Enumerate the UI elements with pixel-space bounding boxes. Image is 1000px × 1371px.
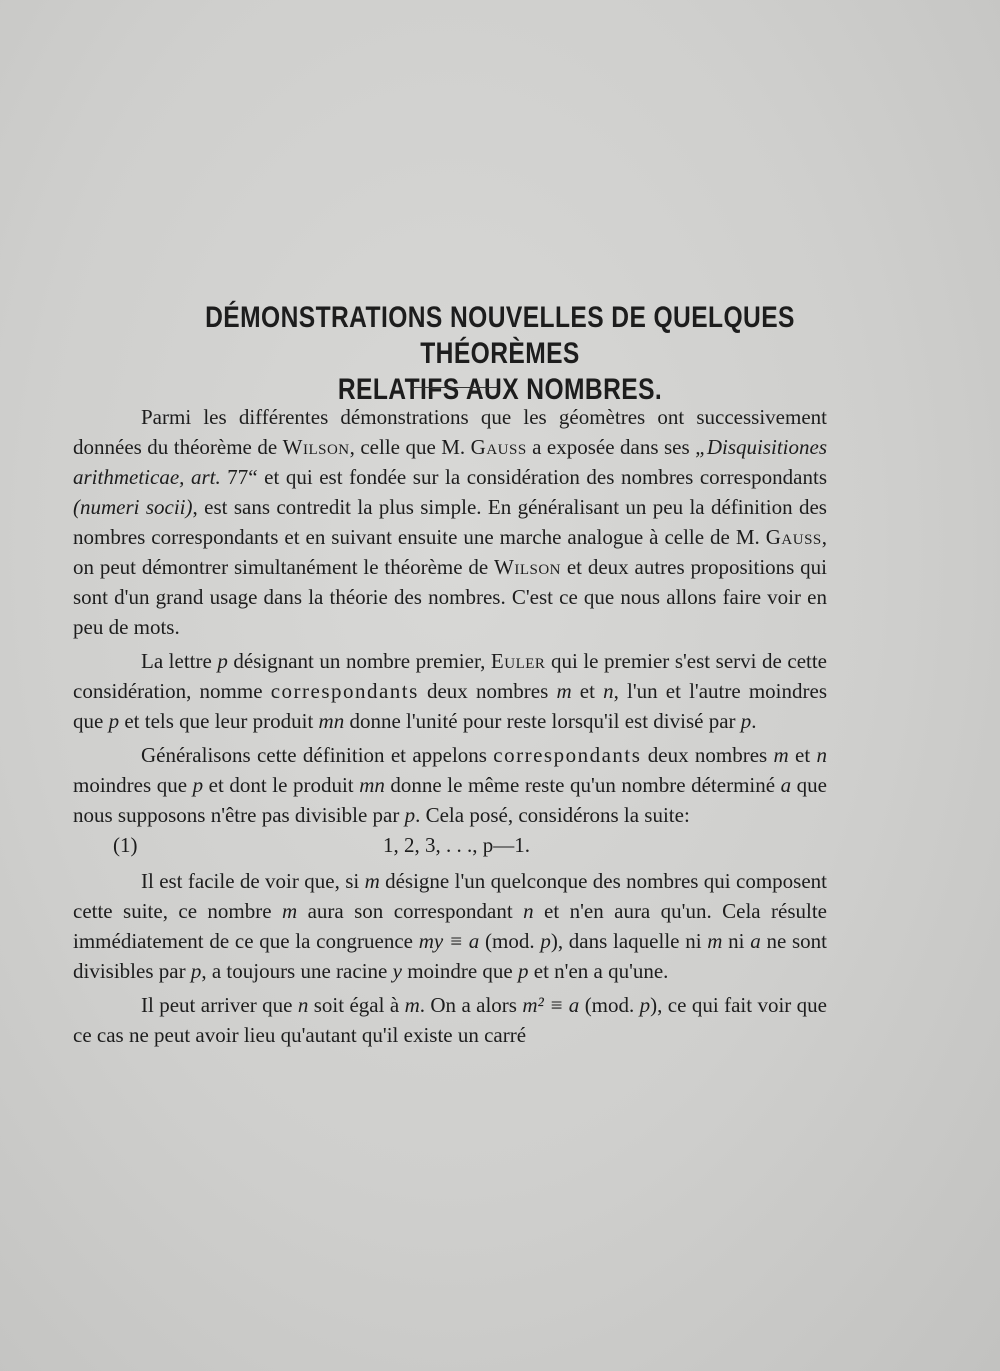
paragraph-4: Il est facile de voir que, si m désigne l'un quelconque des nombres qui composent cette suite, ce nombre m aura son correspondant n et n'en aura qu'un. Cela résulte immédiatement de ce que la congruence my ≡ a (mod. p), dans laquelle ni m ni a ne sont divisibles par p, a toujours une racine y moindre que p et n'en a qu'une. <box>73 869 827 983</box>
name-euler: Euler <box>490 649 546 673</box>
title-divider <box>412 387 498 388</box>
congruence-2: m² ≡ a <box>522 993 580 1017</box>
latin-term: (numeri socii) <box>73 495 193 519</box>
equation-number: (1) <box>113 833 138 857</box>
citation: „Disquisitiones arithmeticae, art. <box>73 435 827 489</box>
equation-1 <box>73 830 827 860</box>
congruence-1: my ≡ a <box>418 929 480 953</box>
body-text <box>73 402 827 1054</box>
title-line-2: RELATIFS AUX NOMBRES. <box>337 373 663 406</box>
name-gauss: Gauss <box>470 435 527 459</box>
paragraph-1: Parmi les différentes démonstrations que les géomètres ont successivement données du théorème de Wilson, celle que M. Gauss a exposée dans ses „Disquisitiones arithmeticae, art. 77“ et qui est fondée sur la considération des nombres correspondants (numeri socii), est sans contredit la plus simple. En généralisant un peu la définition des nombres correspondants et en suivant ensuite une marche analogue à celle de M. Gauss, on peut démontrer simultanément le théorème de Wilson et deux autres propositions qui sont d'un grand usage dans la théorie des nombres. C'est ce que nous allons faire voir en peu de mots. <box>73 405 827 639</box>
paragraph-3: Généralisons cette définition et appelons correspondants deux nombres m et n moindres que p et dont le produit mn donne le même reste qu'un nombre déterminé a que nous supposons n'être pas divisible par p. Cela posé, considérons la suite: <box>73 743 828 827</box>
title-line-1: DÉMONSTRATIONS NOUVELLES DE QUELQUES THÉORÈMES <box>205 301 795 370</box>
page-title <box>139 300 861 408</box>
name-wilson: Wilson <box>282 435 350 459</box>
paragraph-5: Il peut arriver que n soit égal à m. On a alors m² ≡ a (mod. p), ce qui fait voir que ce cas ne peut avoir lieu qu'autant qu'il existe un carré <box>73 993 827 1047</box>
equation-sequence: 1, 2, 3, . . ., p—1. <box>383 833 530 857</box>
paragraph-2: La lettre p désignant un nombre premier, Euler qui le premier s'est servi de cette considération, nomme correspondants deux nombres m et n, l'un et l'autre moindres que p et tels que leur produit mn donne l'unité pour reste lorsqu'il est divisé par p. <box>73 649 828 733</box>
